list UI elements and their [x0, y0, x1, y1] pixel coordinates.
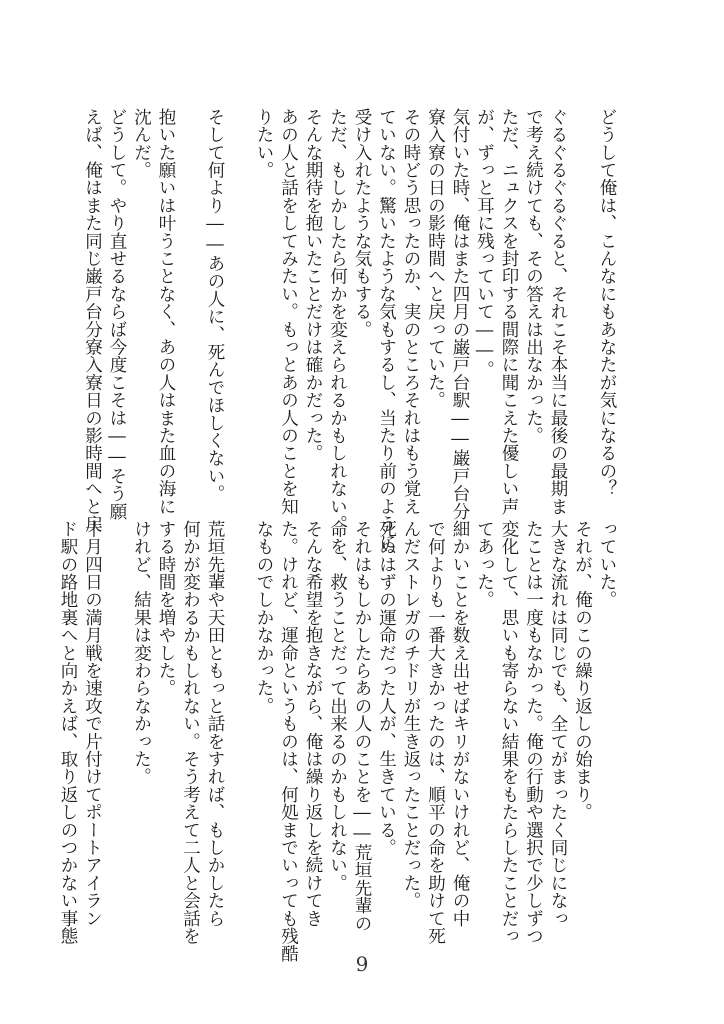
- text-line: それが、俺のこの繰り返しの始まり。: [572, 520, 593, 821]
- text-line: た。けれど、運命というものは、何処までいっても残酷: [278, 520, 299, 963]
- text-line: ただ、ニュクスを封印する間際に聞こえた優しい声: [499, 108, 519, 516]
- text-line: なものでしかなかった。: [254, 520, 274, 715]
- text-line: ぐるぐるぐるぐると、それこそ本当に最後の最期ま: [548, 108, 568, 516]
- text-line: えば、俺はまた同じ巌戸台分寮入寮日の影時間へと戻: [82, 108, 103, 533]
- text-line: で考え続けても、その答えは出なかった。: [523, 108, 544, 445]
- text-line: そして何より――あの人に、死んでほしくない。: [205, 108, 225, 503]
- text-line: そんな希望を抱きながら、俺は繰り返しを続けてき: [303, 520, 323, 928]
- text-line: ド駅の路地裏へと向かえば、取り返しのつかない事態: [58, 520, 78, 945]
- text-line: で何よりも一番大きかったのは、順平の命を助けて死: [425, 520, 446, 945]
- text-line: どうして。やり直せるならば今度こそは――そう願: [107, 108, 127, 521]
- text-line: 沈んだ。: [131, 108, 152, 179]
- text-line: が、ずっと耳に残っていて――。: [474, 108, 495, 379]
- text-line: 細かいことを数え出せばキリがないけれど、俺の中: [450, 520, 470, 928]
- text-line: ただ、もしかしたら何かを変えられるかもしれない。: [327, 108, 348, 533]
- text-line: 抱いた願いは叶うことなく、あの人はまた血の海に: [156, 108, 176, 516]
- text-line: 大きな流れは同じでも、全てがまったく同じになっ: [548, 520, 568, 928]
- text-line: 十月四日の満月戦を速攻で片付けてポートアイラン: [82, 520, 103, 928]
- page-number: 9: [355, 952, 369, 976]
- text-line: たことは一度もなかった。俺の行動や選択で少しずつ: [523, 520, 544, 945]
- text-line: んだストレガのチドリが生き返ったことだった。: [401, 520, 421, 910]
- text-line: 死ぬはずの運命だった人が、生きている。: [376, 520, 397, 857]
- text-line: する時間を増やした。: [156, 520, 176, 697]
- text-line: その時どう思ったのか、実のところそれはもう覚え: [401, 108, 421, 516]
- text-line: ていない。驚いたような気もするし、当たり前のように: [376, 108, 397, 551]
- text-line: 寮入寮の日の影時間へと戻っていた。: [425, 108, 446, 409]
- text-line: 受け入れたような気もする。: [352, 108, 372, 339]
- text-line: あの人と話をしてみたい。もっとあの人のことを知: [278, 108, 299, 516]
- text-line: 荒垣先輩や天田ともっと話をすれば、もしかしたら: [205, 520, 225, 928]
- text-line: てあった。: [474, 520, 495, 609]
- text-line: りたい。: [254, 108, 274, 179]
- text-line: 何かが変わるかもしれない。そう考えて二人と会話を: [180, 520, 201, 945]
- text-line: っていた。: [597, 520, 617, 609]
- text-line: 気付いた時、俺はまた四月の巌戸台駅――巌戸台分: [450, 108, 470, 521]
- text-line: 命を、救うことだって出来るのかもしれない。: [327, 520, 348, 892]
- text-line: そんな期待を抱いたことだけは確かだった。: [303, 108, 323, 462]
- text-line: どうして俺は、こんなにもあなたが気になるの？: [597, 108, 617, 498]
- text-line: 変化して、思いも寄らない結果をもたらしたことだっ: [499, 520, 519, 945]
- text-line: けれど、結果は変わらなかった。: [131, 520, 152, 786]
- text-line: それはもしかしたらあの人のことを――荒垣先輩の: [352, 520, 372, 933]
